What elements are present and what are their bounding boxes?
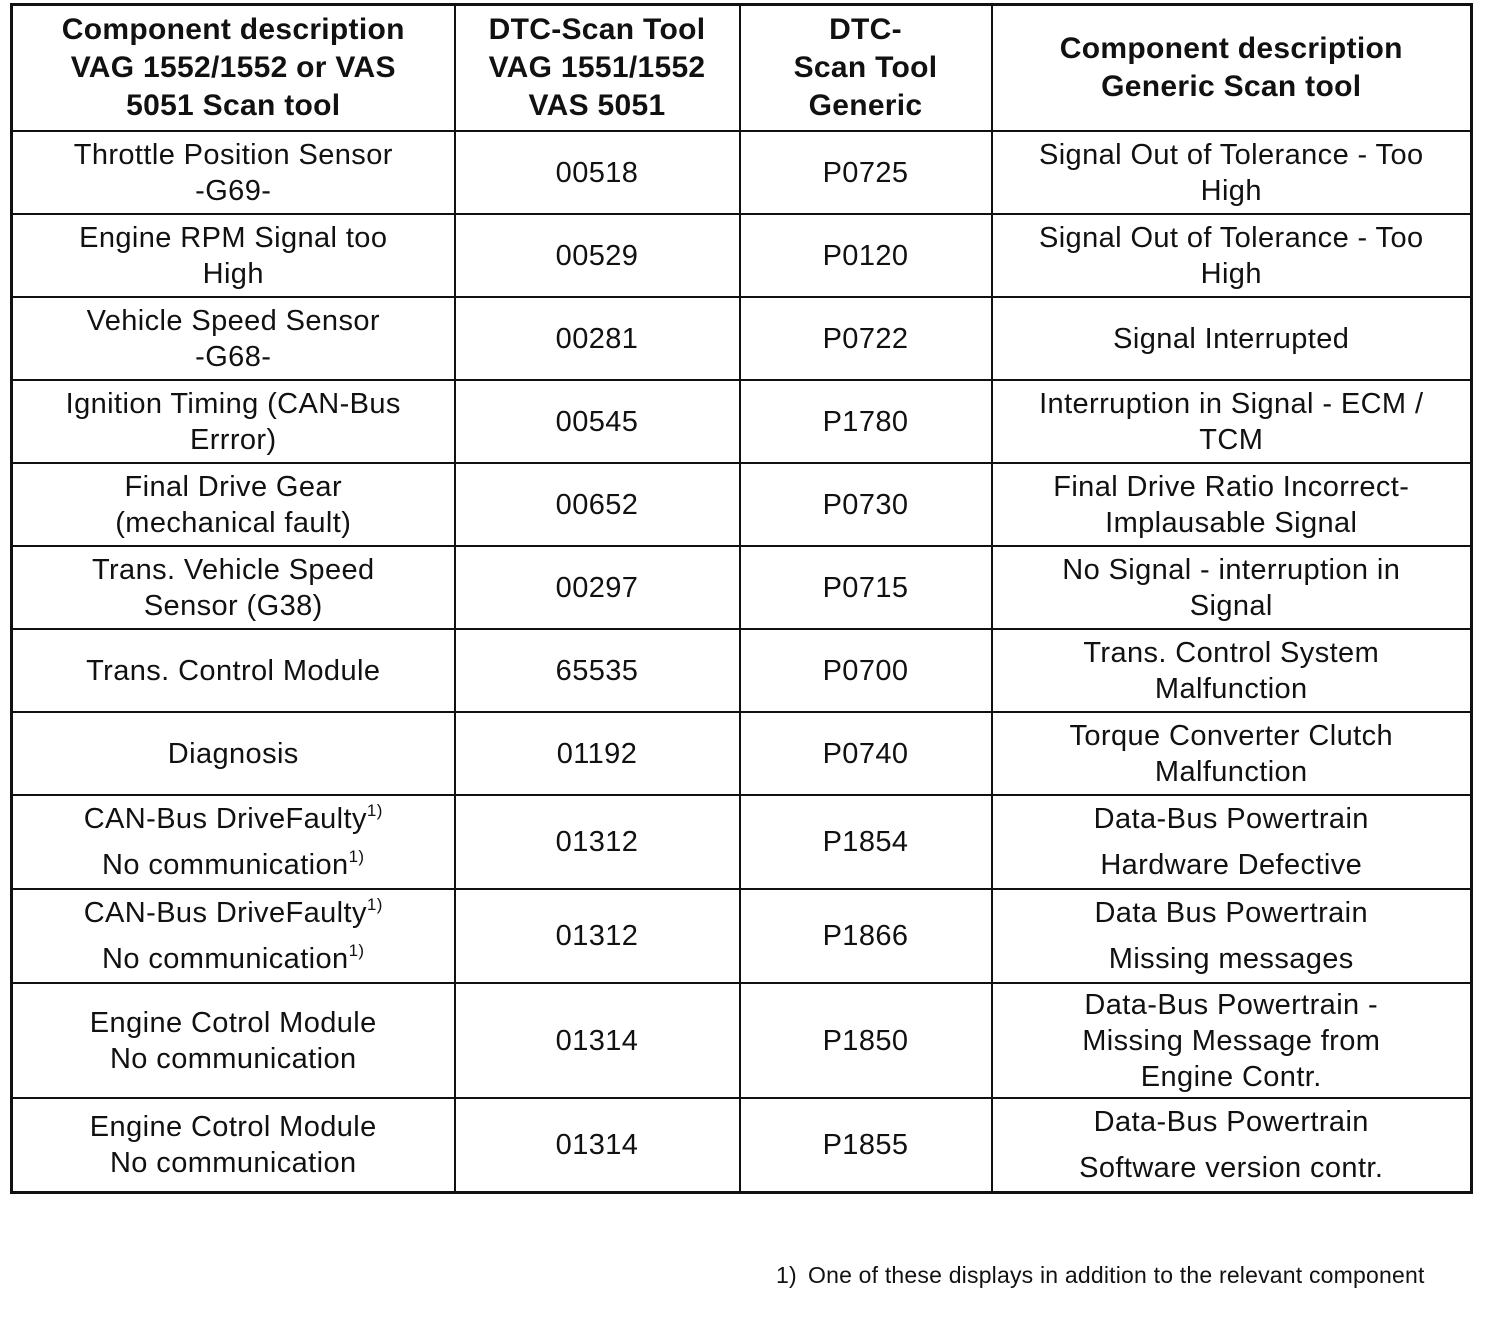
generic-code-cell: P1854	[740, 795, 992, 889]
table-row	[12, 983, 1472, 1098]
generic-code-cell: P0725	[740, 131, 992, 214]
footnote-reference: 1)	[366, 801, 383, 820]
table-row	[12, 297, 1472, 380]
vag-code-cell: 00545	[455, 380, 740, 463]
footnote-marker: 1)	[776, 1262, 797, 1288]
vag-code-cell: 01192	[455, 712, 740, 795]
vag-code-cell: 01312	[455, 889, 740, 983]
footnote-reference: 1)	[366, 895, 383, 914]
vag-code-cell: 00518	[455, 131, 740, 214]
component-cell: Engine Cotrol Module No communication	[12, 983, 455, 1098]
table-row	[12, 795, 1472, 889]
generic-description-cell: Trans. Control System Malfunction	[992, 629, 1472, 712]
component-cell: CAN-Bus DriveFaulty$^{1)}$ No communication$^{1)}$	[12, 795, 455, 889]
header-component-description-vag: Component description VAG 1552/1552 or VAS 5051 Scan tool	[12, 5, 455, 132]
generic-description-cell: Signal Out of Tolerance - Too High	[992, 214, 1472, 297]
generic-description-cell: Signal Interrupted	[992, 297, 1472, 380]
generic-description-cell: Data-Bus Powertrain - Missing Message from Engine Contr.	[992, 983, 1472, 1098]
vag-code-cell: 01314	[455, 983, 740, 1098]
footnote	[776, 1260, 1472, 1290]
header-row	[12, 5, 1472, 132]
generic-code-cell: P0700	[740, 629, 992, 712]
header-dtc-scan-tool-vag: DTC-Scan Tool VAG 1551/1552 VAS 5051	[455, 5, 740, 132]
table-row	[12, 380, 1472, 463]
component-cell: Engine Cotrol Module No communication	[12, 1098, 455, 1193]
component-cell: Trans. Control Module	[12, 629, 455, 712]
vag-code-cell: 00652	[455, 463, 740, 546]
generic-description-cell: Torque Converter Clutch Malfunction	[992, 712, 1472, 795]
component-cell: Diagnosis	[12, 712, 455, 795]
vag-code-cell: 00529	[455, 214, 740, 297]
table-row	[12, 463, 1472, 546]
table-row	[12, 1098, 1472, 1193]
generic-code-cell: P0740	[740, 712, 992, 795]
generic-description-cell: Data-Bus Powertrain Hardware Defective	[992, 795, 1472, 889]
dtc-table	[10, 3, 1473, 1194]
generic-description-cell: Data-Bus Powertrain Software version contr.	[992, 1098, 1472, 1193]
generic-code-cell: P1850	[740, 983, 992, 1098]
vag-code-cell: 01314	[455, 1098, 740, 1193]
generic-code-cell: P0715	[740, 546, 992, 629]
generic-code-cell: P0730	[740, 463, 992, 546]
component-cell: Engine RPM Signal too High	[12, 214, 455, 297]
generic-code-cell: P1866	[740, 889, 992, 983]
component-cell: Trans. Vehicle Speed Sensor (G38)	[12, 546, 455, 629]
component-cell: Vehicle Speed Sensor -G68-	[12, 297, 455, 380]
table-row	[12, 546, 1472, 629]
table-row	[12, 889, 1472, 983]
footnote-reference: 1)	[348, 847, 365, 866]
generic-description-cell: Interruption in Signal - ECM / TCM	[992, 380, 1472, 463]
table-row	[12, 712, 1472, 795]
generic-description-cell: No Signal - interruption in Signal	[992, 546, 1472, 629]
header-component-description-generic: Component description Generic Scan tool	[992, 5, 1472, 132]
table-row	[12, 214, 1472, 297]
vag-code-cell: 00281	[455, 297, 740, 380]
generic-description-cell: Final Drive Ratio Incorrect- Implausable Signal	[992, 463, 1472, 546]
generic-code-cell: P0722	[740, 297, 992, 380]
component-cell: Final Drive Gear (mechanical fault)	[12, 463, 455, 546]
component-cell: Throttle Position Sensor -G69-	[12, 131, 455, 214]
vag-code-cell: 00297	[455, 546, 740, 629]
header-dtc-scan-tool-generic: DTC- Scan Tool Generic	[740, 5, 992, 132]
table-row	[12, 629, 1472, 712]
component-cell: Ignition Timing (CAN-Bus Errror)	[12, 380, 455, 463]
generic-code-cell: P0120	[740, 214, 992, 297]
generic-code-cell: P1780	[740, 380, 992, 463]
generic-description-cell: Data Bus Powertrain Missing messages	[992, 889, 1472, 983]
generic-description-cell: Signal Out of Tolerance - Too High	[992, 131, 1472, 214]
table-row	[12, 131, 1472, 214]
generic-code-cell: P1855	[740, 1098, 992, 1193]
footnote-text: One of these displays in addition to the relevant component	[808, 1262, 1425, 1288]
component-cell: CAN-Bus DriveFaulty$^{1)}$ No communication$^{1)}$	[12, 889, 455, 983]
footnote-reference: 1)	[348, 941, 365, 960]
vag-code-cell: 65535	[455, 629, 740, 712]
vag-code-cell: 01312	[455, 795, 740, 889]
